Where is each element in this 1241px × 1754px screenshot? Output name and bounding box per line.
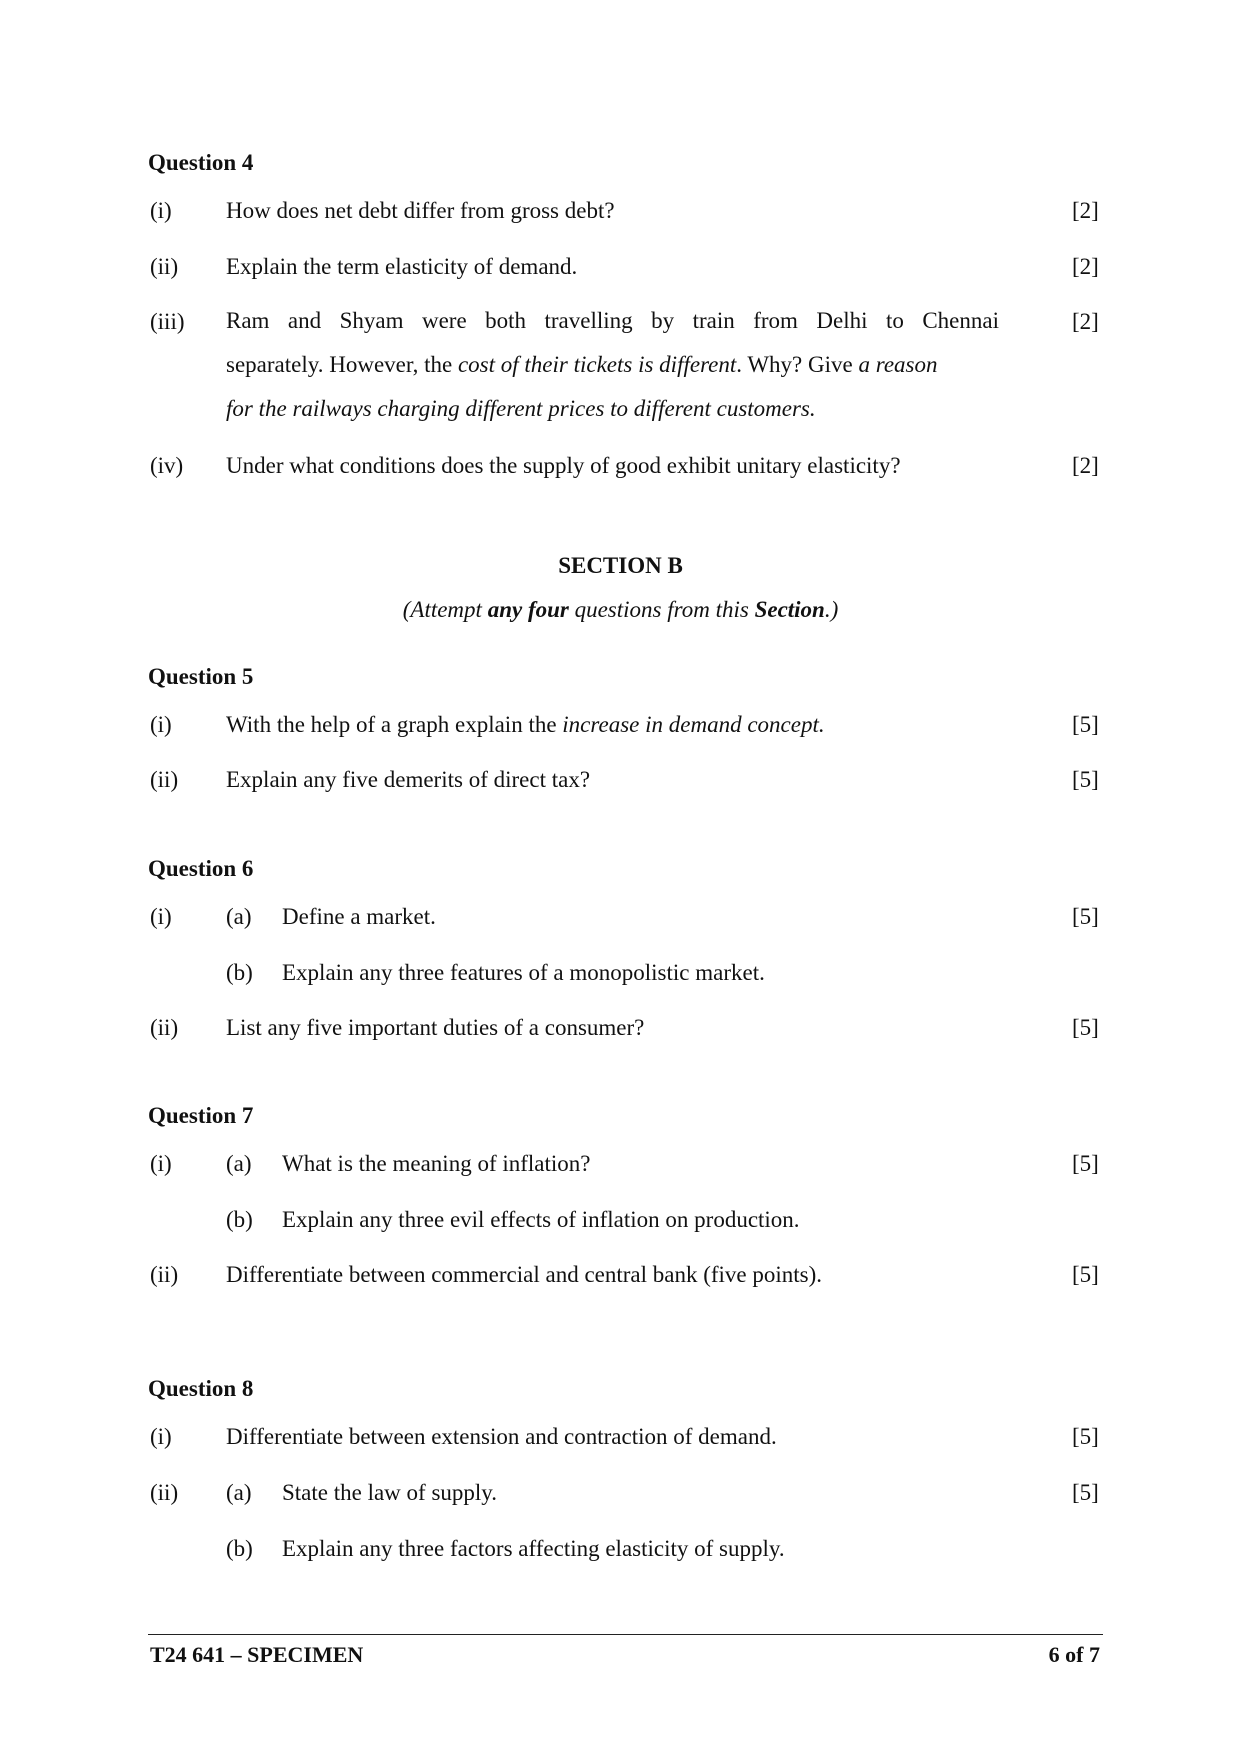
question-text: Define a market.	[282, 904, 436, 929]
question-text: List any five important duties of a consumer?	[226, 1015, 645, 1040]
section-b-instructions: (Attempt any four questions from this Section.)	[402, 597, 839, 622]
marks: [5]	[1072, 1480, 1099, 1505]
marks: [5]	[1072, 1262, 1099, 1287]
question-text: State the law of supply.	[282, 1480, 498, 1505]
question-text: Differentiate between commercial and central bank (five points).	[226, 1262, 823, 1287]
question-text: Under what conditions does the supply of good exhibit unitary elasticity?	[226, 453, 901, 478]
sub-label-a: (a)	[226, 1151, 252, 1176]
item-number: (ii)	[150, 254, 179, 279]
question-text: Explain any three evil effects of inflation on production.	[282, 1207, 800, 1232]
marks: [2]	[1072, 309, 1099, 334]
question-text: Explain the term elasticity of demand.	[226, 254, 578, 279]
marks: [2]	[1072, 254, 1099, 279]
sub-label-a: (a)	[226, 904, 252, 929]
question-7-heading: Question 7	[148, 1103, 254, 1128]
question-text: Explain any three factors affecting elasticity of supply.	[282, 1536, 785, 1561]
question-text: With the help of a graph explain the increase in demand concept.	[226, 712, 825, 737]
sub-label-b: (b)	[226, 960, 253, 985]
item-number: (iii)	[150, 309, 185, 334]
marks: [5]	[1072, 1015, 1099, 1040]
marks: [5]	[1072, 767, 1099, 792]
question-4-heading: Question 4	[148, 150, 254, 175]
sub-label-b: (b)	[226, 1207, 253, 1232]
marks: [5]	[1072, 712, 1099, 737]
question-text: Explain any five demerits of direct tax?	[226, 767, 591, 792]
item-number: (i)	[150, 1424, 172, 1449]
item-number: (ii)	[150, 1015, 179, 1040]
marks: [5]	[1072, 1424, 1099, 1449]
question-text: What is the meaning of inflation?	[282, 1151, 591, 1176]
line-3: for the railways charging different prices to different customers.	[226, 396, 816, 421]
paper-code: T24 641 – SPECIMEN	[150, 1642, 364, 1667]
question-5-heading: Question 5	[148, 664, 254, 689]
line-1: Ram and Shyam were both travelling by train from Delhi to Chennai	[226, 308, 999, 333]
sub-label-b: (b)	[226, 1536, 253, 1561]
marks: [5]	[1072, 1151, 1099, 1176]
item-number: (iv)	[150, 453, 184, 478]
marks: [2]	[1072, 198, 1099, 223]
footer-rule	[148, 1634, 1103, 1635]
item-number: (ii)	[150, 1480, 179, 1505]
item-number: (ii)	[150, 1262, 179, 1287]
question-8-heading: Question 8	[148, 1376, 254, 1401]
question-text: How does net debt differ from gross debt?	[226, 198, 615, 223]
item-number: (i)	[150, 712, 172, 737]
question-6-heading: Question 6	[148, 856, 254, 881]
question-text	[226, 299, 999, 431]
marks: [2]	[1072, 453, 1099, 478]
sub-label-a: (a)	[226, 1480, 252, 1505]
marks: [5]	[1072, 904, 1099, 929]
item-number: (i)	[150, 904, 172, 929]
item-number: (i)	[150, 198, 172, 223]
item-number: (i)	[150, 1151, 172, 1176]
question-text: Differentiate between extension and contraction of demand.	[226, 1424, 777, 1449]
line-2: separately. However, the cost of their tickets is different. Why? Give a reason	[226, 352, 938, 377]
section-b-title: SECTION B	[558, 553, 683, 578]
question-text: Explain any three features of a monopolistic market.	[282, 960, 765, 985]
item-number: (ii)	[150, 767, 179, 792]
page-number: 6 of 7	[1048, 1642, 1100, 1667]
